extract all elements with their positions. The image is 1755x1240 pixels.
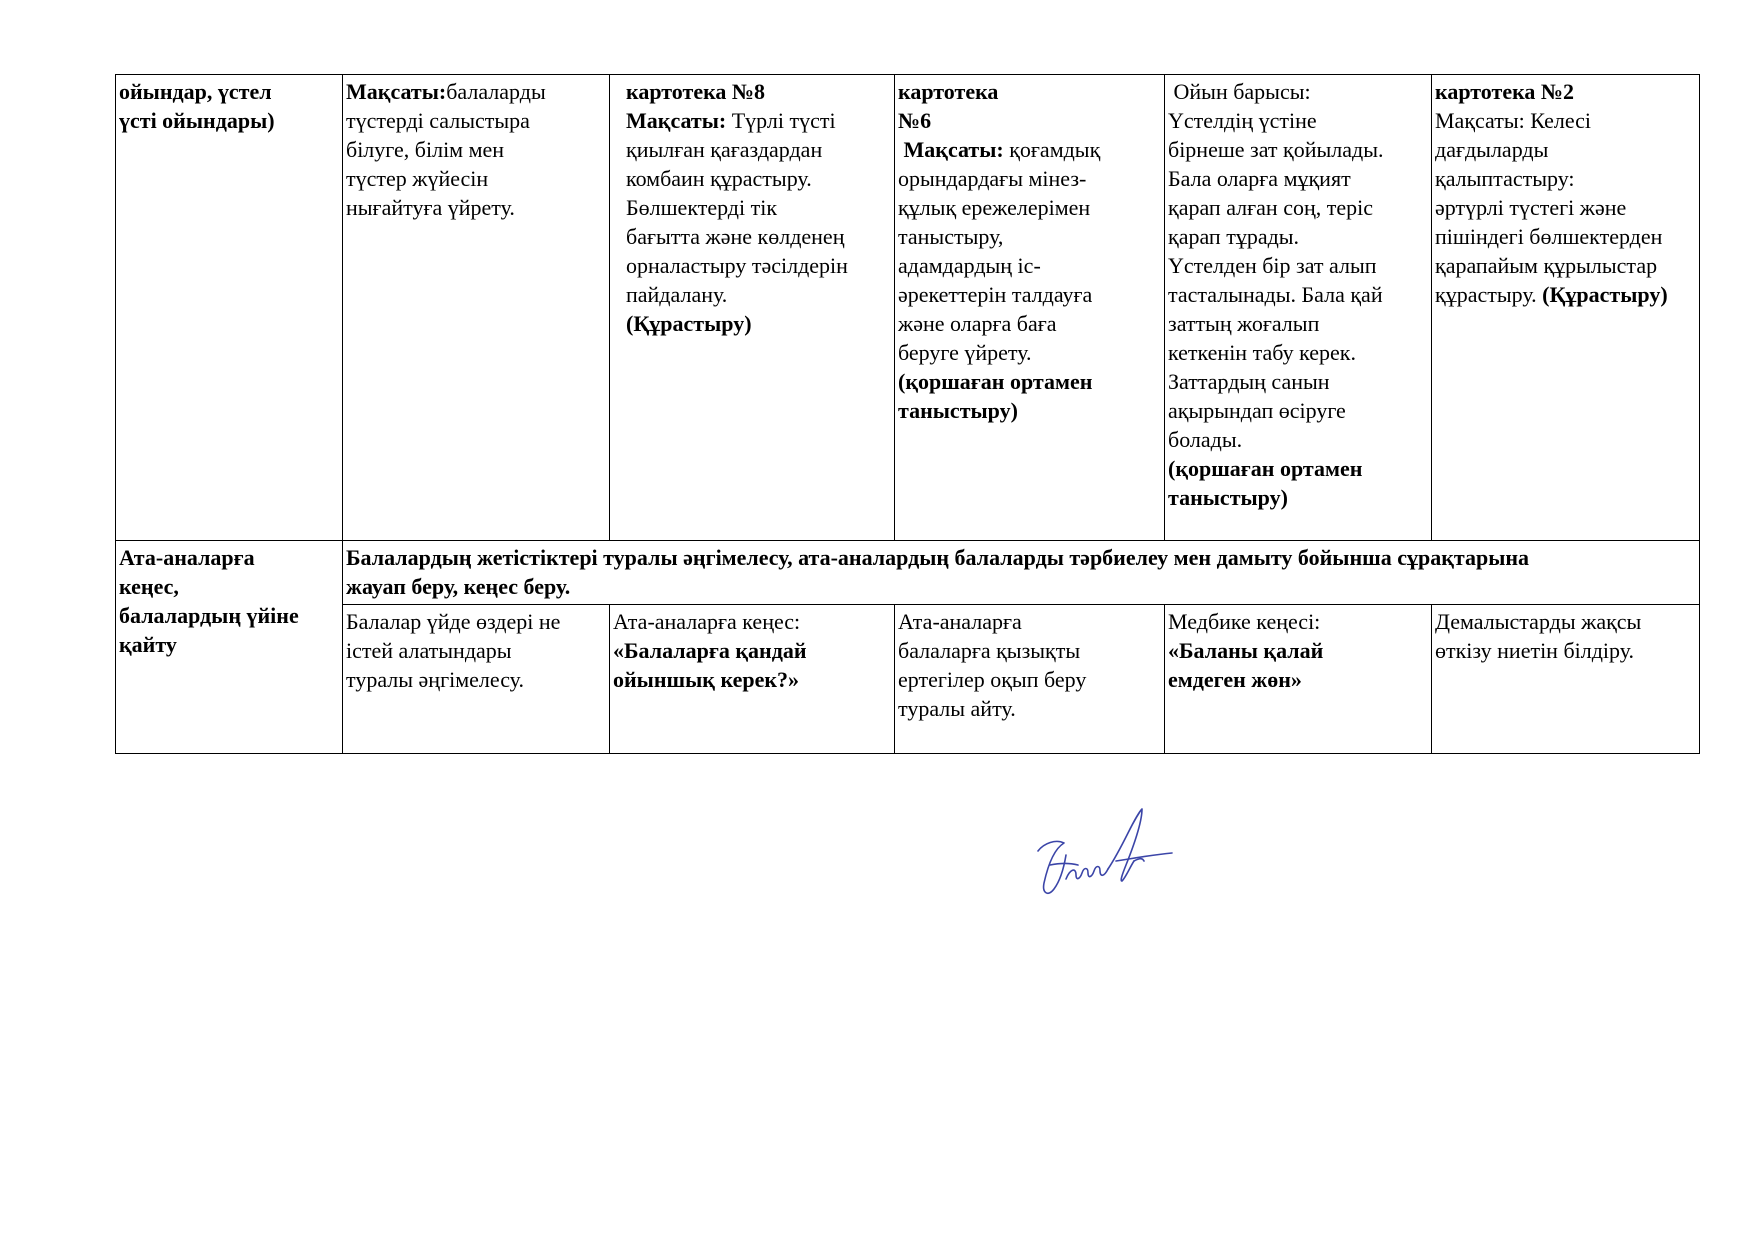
text-line: ақырындап өсіруге — [1168, 398, 1346, 423]
text-line: әртүрлі түстегі және — [1435, 195, 1627, 220]
card-title: картотека №8 — [626, 79, 766, 104]
text-line: беруге үйрету. — [898, 340, 1032, 365]
text-line: тасталынады. Бала қай — [1168, 282, 1383, 307]
cell-advice-4 — [1165, 605, 1432, 754]
text-line: түстерді салыстыра — [346, 108, 530, 133]
text-line: қарапайым құрылыстар — [1435, 253, 1658, 278]
text-line: өткізу ниетін білдіру. — [1435, 638, 1635, 664]
text-line: қалыптастыру: — [1435, 166, 1575, 191]
text-line: комбаин құрастыру. — [626, 166, 812, 191]
text-line: ертегілер оқып беру — [898, 667, 1087, 693]
text-line: Үстелден бір зат алып — [1168, 253, 1377, 278]
text-line: Түрлі түсті — [731, 108, 836, 133]
text-line: Заттардың санын — [1168, 369, 1330, 394]
text-line: қиылған қағаздардан — [626, 137, 823, 162]
text-line: туралы әңгімелесу. — [346, 667, 524, 693]
table-row — [116, 605, 1700, 754]
signature-strokes — [1038, 809, 1172, 893]
text-line: Бала оларға мұқият — [1168, 166, 1351, 191]
card-title: картотека №2 — [1435, 79, 1575, 104]
row-label-parents — [116, 541, 343, 754]
text-line: орналастыру тәсілдерін — [626, 253, 848, 278]
goal-label: Мақсаты: — [346, 79, 447, 104]
goal-label: Мақсаты: — [626, 108, 727, 133]
text-line: қайту — [119, 632, 177, 657]
text-line: қарап тұрады. — [1168, 224, 1300, 249]
cell-advice-5 — [1432, 605, 1700, 754]
text-line: туралы айту. — [898, 696, 1016, 722]
cell-advice-3 — [895, 605, 1165, 754]
card-title: картотека — [898, 79, 999, 104]
goal-label: Мақсаты: — [903, 137, 1004, 162]
text-line: балаларға қызықты — [898, 638, 1081, 664]
text-line: Балалар үйде өздері не — [346, 609, 561, 635]
text-line: Демалыстарды жақсы — [1435, 609, 1642, 635]
text-line: қоғамдық — [1009, 137, 1101, 162]
table-row — [116, 75, 1700, 541]
text-line: Медбике кеңесі: — [1168, 609, 1321, 635]
text-line: пішіндегі бөлшектерден — [1435, 224, 1663, 249]
merged-summary-cell — [343, 541, 1700, 605]
text-line: Ата-аналарға — [898, 609, 1022, 635]
text-line: заттың жоғалып — [1168, 311, 1320, 336]
cell-card-8 — [610, 75, 895, 541]
text-line: Үстелдің үстіне — [1168, 108, 1317, 133]
row-label-games — [116, 75, 343, 541]
text-line: кеткенін табу керек. — [1168, 340, 1356, 365]
text-line: «Балаларға қандай — [613, 638, 807, 664]
text-line: кеңес, — [119, 574, 179, 599]
text-line: құлық ережелерімен — [898, 195, 1091, 220]
text-line: «Баланы қалай — [1168, 638, 1324, 664]
card-number: №6 — [898, 108, 932, 133]
text-line: таныстыру, — [898, 224, 1004, 249]
section-tag: (Құрастыру) — [626, 311, 752, 336]
text-line: білуге, білім мен — [346, 137, 505, 162]
text-line: дағдыларды — [1435, 137, 1549, 162]
text-line: ойындар, үстел — [119, 79, 272, 104]
text-line: үсті ойындары) — [119, 108, 275, 133]
section-tag: (қоршаған ортамен — [1168, 456, 1363, 481]
plan-table — [115, 74, 1700, 754]
section-tag: таныстыру) — [1168, 485, 1288, 510]
handwritten-signature — [1030, 805, 1190, 910]
cell-game-process — [1165, 75, 1432, 541]
text-line: нығайтуға үйрету. — [346, 195, 515, 220]
section-tag: таныстыру) — [898, 398, 1018, 423]
text-line: пайдалану. — [626, 282, 728, 307]
text-line: балаларды — [446, 79, 546, 104]
text-line: қарап алған соң, теріс — [1168, 195, 1373, 220]
text-line: ойыншық керек?» — [613, 667, 800, 693]
text-line: Ойын барысы: — [1168, 79, 1311, 104]
table-row — [116, 541, 1700, 605]
text-line: және оларға баға — [898, 311, 1057, 336]
text-line: Ата-аналарға — [119, 545, 255, 570]
text-line: жауап беру, кеңес беру. — [346, 574, 571, 599]
section-tag: (Құрастыру) — [1542, 282, 1668, 307]
cell-advice-2 — [610, 605, 895, 754]
text-line: құрастыру. — [1435, 282, 1537, 307]
text-line: әрекеттерін талдауға — [898, 282, 1093, 307]
cell-card-2 — [1432, 75, 1700, 541]
text-line: Мақсаты: Келесі — [1435, 108, 1592, 133]
text-line: емдеген жөн» — [1168, 667, 1302, 693]
cell-advice-1 — [343, 605, 610, 754]
text-line: адамдардың іс- — [898, 253, 1041, 278]
text-line: Балалардың жетістіктері туралы әңгімелесу, ата-аналардың балаларды тәрбиелеу мен дамыту бойынша сұрақтарына — [346, 545, 1530, 570]
cell-goal-colors — [343, 75, 610, 541]
text-line: түстер жүйесін — [346, 166, 489, 191]
text-line: балалардың үйіне — [119, 603, 299, 628]
text-line: болады. — [1168, 427, 1243, 452]
text-line: істей алатындары — [346, 638, 512, 664]
text-line: Бөлшектерді тік — [626, 195, 778, 220]
text-line: орындардағы мінез- — [898, 166, 1087, 191]
cell-card-6 — [895, 75, 1165, 541]
text-line: бағытта және көлденең — [626, 224, 845, 249]
text-line: бірнеше зат қойылады. — [1168, 137, 1384, 162]
section-tag: (қоршаған ортамен — [898, 369, 1093, 394]
text-line: Ата-аналарға кеңес: — [613, 609, 801, 635]
